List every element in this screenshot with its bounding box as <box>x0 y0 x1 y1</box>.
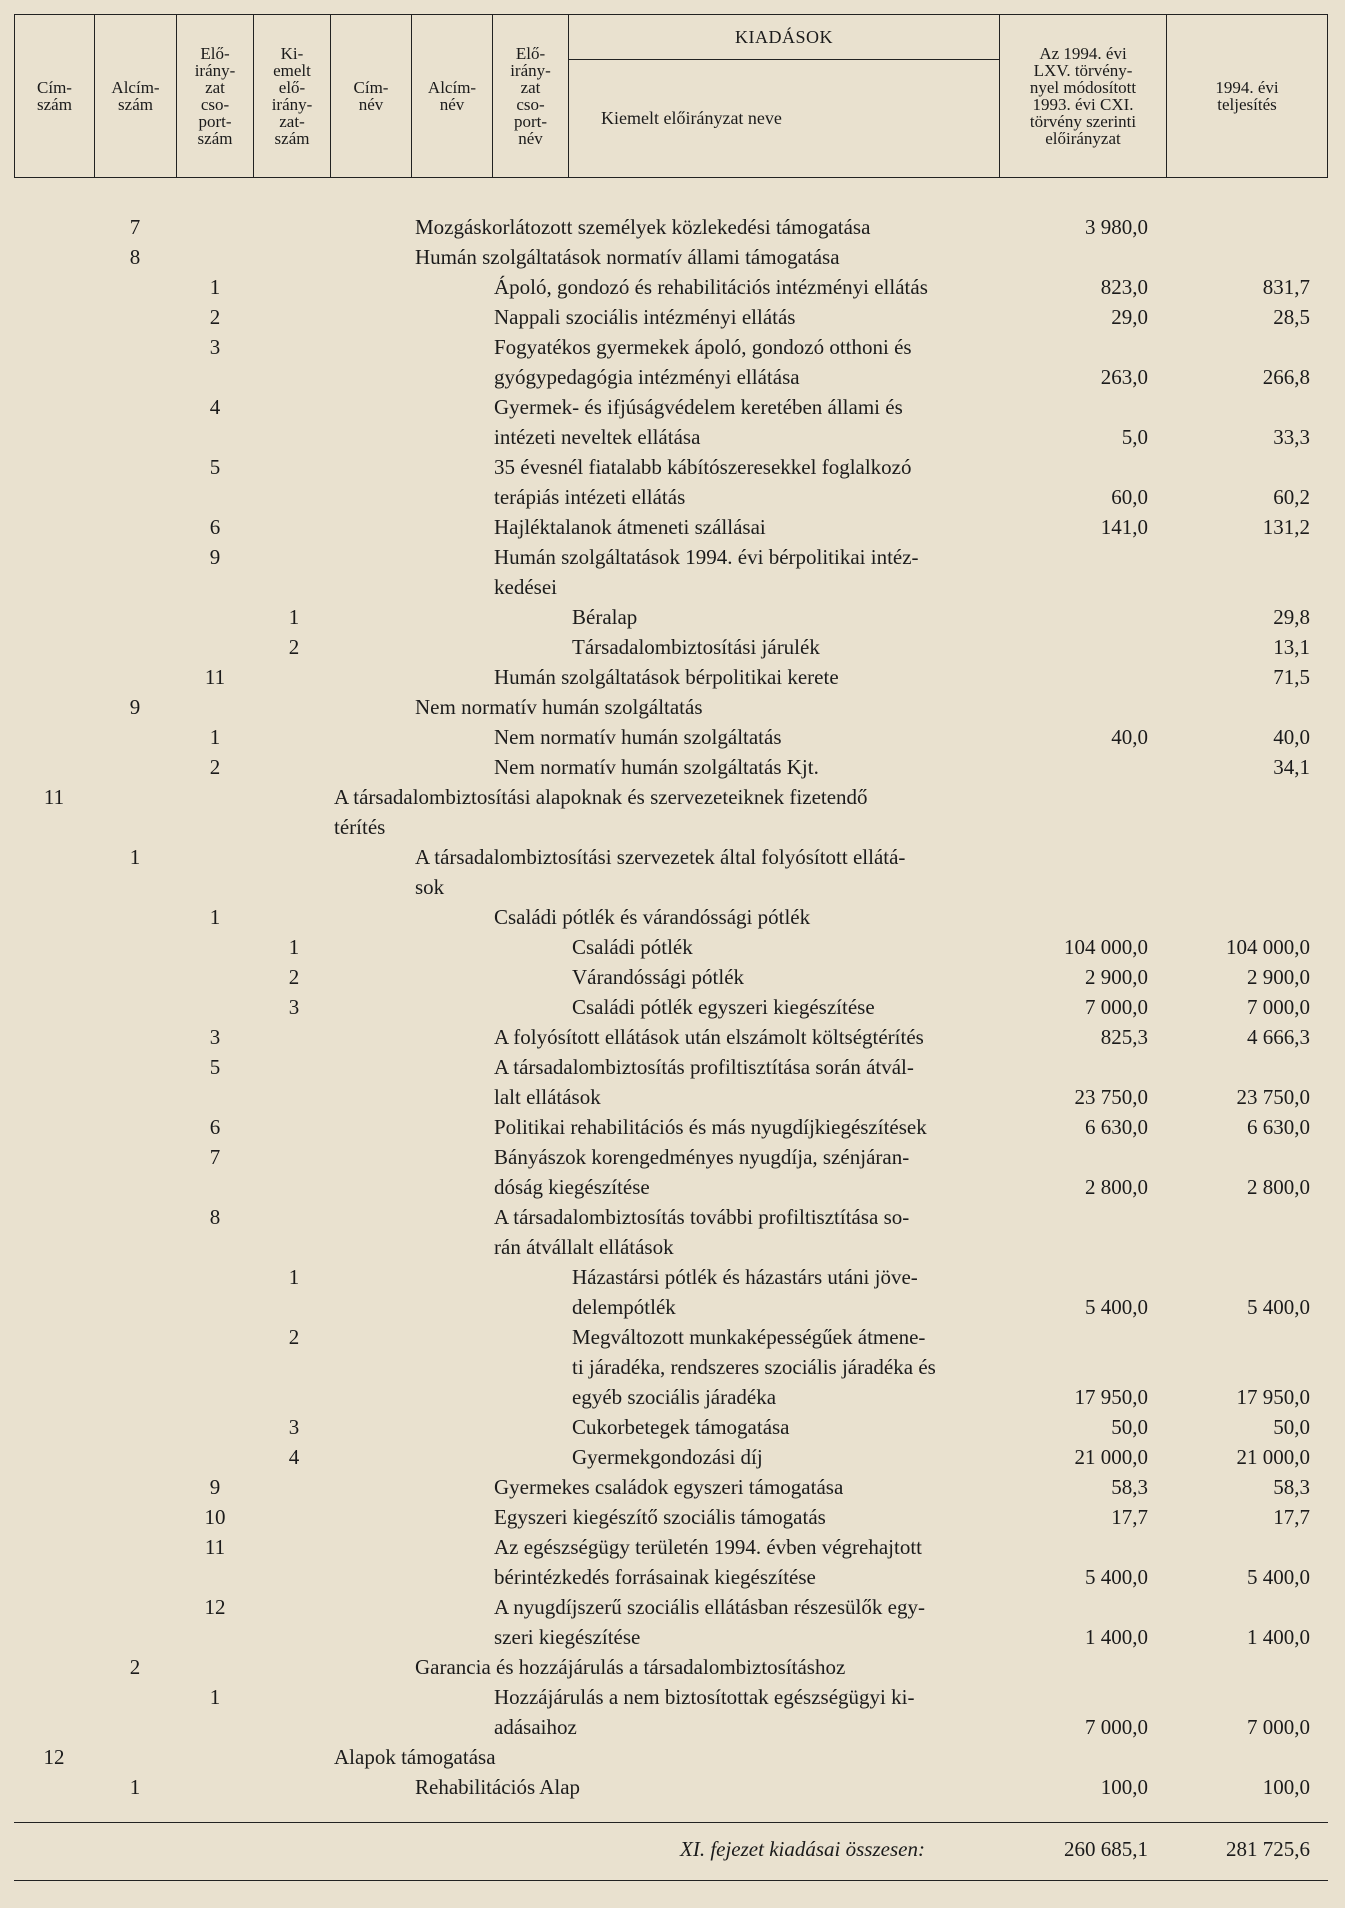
row-code-c2: 8 <box>129 245 141 269</box>
row-label: Családi pótlék <box>572 935 693 959</box>
row-value-teljesites: 13,1 <box>1273 635 1310 659</box>
header-eloiranyzat-csoportszam-text: Elő- irány- zat cso- port- szám <box>194 44 236 148</box>
table-row <box>0 302 1345 332</box>
row-code-c4: 1 <box>288 935 300 959</box>
table-row <box>0 1262 1345 1322</box>
row-value-teljesites: 2 900,0 <box>1247 965 1310 989</box>
table-row <box>0 1742 1345 1772</box>
row-label: Házastársi pótlék és házastárs utáni jöve- delempótlék <box>572 1265 918 1319</box>
table-row <box>0 662 1345 692</box>
row-label: Gyermekgondozási díj <box>572 1445 763 1469</box>
row-value-eloiranyzat: 7 000,0 <box>1085 995 1148 1019</box>
table-row <box>0 1472 1345 1502</box>
row-value-eloiranyzat: 17,7 <box>1111 1505 1148 1529</box>
row-label: A társadalombiztosítás profiltisztítása során átvál- lalt ellátások <box>494 1055 914 1109</box>
table-header <box>14 14 1328 178</box>
row-value-eloiranyzat: 21 000,0 <box>1074 1445 1148 1469</box>
table-row <box>0 782 1345 842</box>
row-code-c2: 9 <box>129 695 141 719</box>
row-value-teljesites: 50,0 <box>1273 1415 1310 1439</box>
header-alcimszam-text: Alcím- szám <box>111 78 160 114</box>
row-label: Humán szolgáltatások bérpolitikai kerete <box>494 665 839 689</box>
row-label: A társadalombiztosítási alapoknak és szervezeteiknek fizetendő térítés <box>334 785 868 839</box>
row-value-eloiranyzat: 2 900,0 <box>1085 965 1148 989</box>
row-code-c3: 3 <box>209 335 221 359</box>
row-label: Nem normatív humán szolgáltatás Kjt. <box>494 755 819 779</box>
header-kiadasok: KIADÁSOK <box>569 15 999 60</box>
row-code-c3: 1 <box>209 905 221 929</box>
row-value-eloiranyzat: 5 400,0 <box>1085 1565 1148 1589</box>
table-row <box>0 332 1345 392</box>
row-code-c3: 6 <box>209 515 221 539</box>
row-value-teljesites: 34,1 <box>1273 755 1310 779</box>
header-alcimszam <box>95 15 177 177</box>
row-code-c4: 2 <box>288 965 300 989</box>
table-row <box>0 392 1345 452</box>
table-row <box>0 692 1345 722</box>
table-row <box>0 272 1345 302</box>
header-eloiranyzat-csoportnev <box>493 15 569 177</box>
row-label: A társadalombiztosítási szervezetek által folyósított ellátá- sok <box>415 845 906 899</box>
row-label: Nappali szociális intézményi ellátás <box>494 305 796 329</box>
total-rule-bottom <box>14 1880 1328 1881</box>
row-label: Gyermek- és ifjúságvédelem keretében állami és intézeti neveltek ellátása <box>494 395 903 449</box>
table-row <box>0 1202 1345 1262</box>
header-alcimnev-text: Alcím- név <box>427 78 477 114</box>
row-value-teljesites: 40,0 <box>1273 725 1310 749</box>
header-eloiranyzat-csoportszam <box>177 15 254 177</box>
row-label: Nem normatív humán szolgáltatás <box>415 695 703 719</box>
row-code-c3: 1 <box>209 275 221 299</box>
row-value-teljesites: 831,7 <box>1262 275 1310 299</box>
row-code-c2: 1 <box>129 1775 141 1799</box>
row-value-teljesites: 5 400,0 <box>1247 1295 1310 1319</box>
row-label: Béralap <box>572 605 638 629</box>
table-row <box>0 1112 1345 1142</box>
row-label: Hajléktalanok átmeneti szállásai <box>494 515 766 539</box>
table-row <box>0 842 1345 902</box>
row-value-teljesites: 29,8 <box>1273 605 1310 629</box>
row-value-teljesites: 5 400,0 <box>1247 1565 1310 1589</box>
row-label: Rehabilitációs Alap <box>415 1775 581 1799</box>
row-label: Fogyatékos gyermekek ápoló, gondozó otthoni és gyógypedagógia intézményi ellátása <box>494 335 912 389</box>
row-code-c3: 6 <box>209 1115 221 1139</box>
header-cimszam <box>15 15 95 177</box>
row-code-c3: 5 <box>209 1055 221 1079</box>
row-label: Mozgáskorlátozott személyek közlekedési támogatása <box>415 215 871 239</box>
row-value-eloiranyzat: 104 000,0 <box>1064 935 1148 959</box>
row-code-c2: 7 <box>129 215 141 239</box>
row-code-c3: 3 <box>209 1025 221 1049</box>
row-value-teljesites: 1 400,0 <box>1247 1625 1310 1649</box>
row-code-c3: 2 <box>209 305 221 329</box>
row-code-c3: 1 <box>209 1685 221 1709</box>
row-code-c3: 9 <box>209 1475 221 1499</box>
row-value-teljesites: 28,5 <box>1273 305 1310 329</box>
row-value-teljesites: 33,3 <box>1273 425 1310 449</box>
row-code-c4: 3 <box>288 995 300 1019</box>
row-value-teljesites: 6 630,0 <box>1247 1115 1310 1139</box>
row-label: Alapok támogatása <box>334 1745 496 1769</box>
table-row <box>0 242 1345 272</box>
row-code-c3: 9 <box>209 545 221 569</box>
row-code-c3: 10 <box>204 1505 226 1529</box>
table-row <box>0 212 1345 242</box>
row-value-eloiranyzat: 5,0 <box>1121 425 1148 449</box>
row-code-c3: 8 <box>209 1205 221 1229</box>
row-value-eloiranyzat: 825,3 <box>1100 1025 1148 1049</box>
table-body <box>0 212 1345 1802</box>
total-label: XI. fejezet kiadásai összesen: <box>680 1837 925 1861</box>
row-value-eloiranyzat: 23 750,0 <box>1074 1085 1148 1109</box>
header-teljesites <box>1167 15 1327 177</box>
row-label: Családi pótlék és várandóssági pótlék <box>494 905 811 929</box>
row-value-teljesites: 2 800,0 <box>1247 1175 1310 1199</box>
table-row <box>0 1322 1345 1412</box>
table-row <box>0 1022 1345 1052</box>
row-value-eloiranyzat: 29,0 <box>1111 305 1148 329</box>
header-kiemelt-szam <box>254 15 331 177</box>
table-row <box>0 452 1345 512</box>
row-label: A folyósított ellátások után elszámolt költségtérítés <box>494 1025 924 1049</box>
row-value-teljesites: 4 666,3 <box>1247 1025 1310 1049</box>
header-kiemelt-szam-text: Ki- emelt elő- irány- zat- szám <box>271 44 313 148</box>
row-label: Gyermekes családok egyszeri támogatása <box>494 1475 844 1499</box>
row-label: A nyugdíjszerű szociális ellátásban részesülők egy- szeri kiegészítése <box>494 1595 925 1649</box>
row-label: Egyszeri kiegészítő szociális támogatás <box>494 1505 826 1529</box>
row-code-c4: 1 <box>288 605 300 629</box>
row-value-eloiranyzat: 141,0 <box>1100 515 1148 539</box>
table-row <box>0 1592 1345 1652</box>
row-label: Várandóssági pótlék <box>572 965 745 989</box>
header-alcimnev <box>412 15 493 177</box>
row-value-eloiranyzat: 50,0 <box>1111 1415 1148 1439</box>
row-code-c1: 12 <box>43 1745 65 1769</box>
table-row <box>0 1772 1345 1802</box>
row-label: Bányászok korengedményes nyugdíja, szénjáran- dóság kiegészítése <box>494 1145 910 1199</box>
row-code-c4: 1 <box>288 1265 300 1289</box>
row-value-teljesites: 17 950,0 <box>1236 1385 1310 1409</box>
header-cimszam-text: Cím- szám <box>37 78 72 114</box>
row-label: Az egészségügy területén 1994. évben végrehajtott bérintézkedés forrásainak kiegészítése <box>494 1535 923 1589</box>
header-cimnev-text: Cím- név <box>353 78 389 114</box>
table-row <box>0 752 1345 782</box>
row-code-c3: 7 <box>209 1145 221 1169</box>
row-label: Humán szolgáltatások 1994. évi bérpolitikai intéz- kedései <box>494 545 919 599</box>
row-value-eloiranyzat: 3 980,0 <box>1085 215 1148 239</box>
table-row <box>0 1142 1345 1202</box>
row-code-c3: 4 <box>209 395 221 419</box>
table-row <box>0 1502 1345 1532</box>
row-label: Garancia és hozzájárulás a társadalombiztosításhoz <box>415 1655 846 1679</box>
total-value-teljesites: 281 725,6 <box>1226 1837 1310 1861</box>
row-code-c3: 1 <box>209 725 221 749</box>
row-code-c3: 2 <box>209 755 221 779</box>
table-row <box>0 1682 1345 1742</box>
row-code-c2: 1 <box>129 845 141 869</box>
row-value-eloiranyzat: 823,0 <box>1100 275 1148 299</box>
table-row <box>0 902 1345 932</box>
row-label: Politikai rehabilitációs és más nyugdíjkiegészítések <box>494 1115 927 1139</box>
row-code-c4: 4 <box>288 1445 300 1469</box>
row-label: 35 évesnél fiatalabb kábítószeresekkel foglalkozó terápiás intézeti ellátás <box>494 455 912 509</box>
row-value-teljesites: 21 000,0 <box>1236 1445 1310 1469</box>
row-value-teljesites: 60,2 <box>1273 485 1310 509</box>
row-value-teljesites: 266,8 <box>1262 365 1310 389</box>
header-eloiranyzat-csoportnev-text: Elő- irány- zat cso- port- név <box>510 44 551 148</box>
row-value-eloiranyzat: 7 000,0 <box>1085 1715 1148 1739</box>
table-row <box>0 722 1345 752</box>
header-cimnev <box>331 15 412 177</box>
row-value-eloiranyzat: 60,0 <box>1111 485 1148 509</box>
row-value-teljesites: 131,2 <box>1262 515 1310 539</box>
table-row <box>0 1412 1345 1442</box>
row-code-c3: 5 <box>209 455 221 479</box>
row-code-c4: 3 <box>288 1415 300 1439</box>
row-value-teljesites: 17,7 <box>1273 1505 1310 1529</box>
row-value-eloiranyzat: 17 950,0 <box>1074 1385 1148 1409</box>
row-code-c3: 11 <box>204 665 226 689</box>
table-row <box>0 632 1345 662</box>
row-label: Társadalombiztosítási járulék <box>572 635 820 659</box>
total-rule-top <box>14 1822 1328 1823</box>
row-value-eloiranyzat: 1 400,0 <box>1085 1625 1148 1649</box>
row-value-teljesites: 23 750,0 <box>1236 1085 1310 1109</box>
row-code-c1: 11 <box>43 785 65 809</box>
header-kiemelt-nev: Kiemelt előirányzat neve <box>601 107 782 128</box>
row-label: Megváltozott munkaképességűek átmene- ti járadéka, rendszeres szociális járadéka és egyéb szociális járadéka <box>572 1325 936 1409</box>
row-value-eloiranyzat: 58,3 <box>1111 1475 1148 1499</box>
row-label: Humán szolgáltatások normatív állami támogatása <box>415 245 840 269</box>
row-code-c3: 11 <box>204 1535 226 1559</box>
row-label: Ápoló, gondozó és rehabilitációs intézményi ellátás <box>494 275 928 299</box>
header-modositott-eloiranyzat <box>999 15 1167 177</box>
row-code-c4: 2 <box>288 635 300 659</box>
row-value-teljesites: 71,5 <box>1273 665 1310 689</box>
row-label: Nem normatív humán szolgáltatás <box>494 725 782 749</box>
table-row <box>0 1652 1345 1682</box>
header-teljesites-text: 1994. évi teljesítés <box>1215 78 1279 114</box>
row-value-teljesites: 7 000,0 <box>1247 1715 1310 1739</box>
row-value-eloiranyzat: 40,0 <box>1111 725 1148 749</box>
total-value-eloiranyzat: 260 685,1 <box>1064 1837 1148 1861</box>
table-row <box>0 512 1345 542</box>
row-label: Családi pótlék egyszeri kiegészítése <box>572 995 875 1019</box>
row-label: Hozzájárulás a nem biztosítottak egészségügyi ki- adásaihoz <box>494 1685 915 1739</box>
table-row <box>0 992 1345 1022</box>
row-code-c2: 2 <box>129 1655 141 1679</box>
row-value-eloiranyzat: 263,0 <box>1100 365 1148 389</box>
row-value-teljesites: 104 000,0 <box>1226 935 1310 959</box>
table-row <box>0 962 1345 992</box>
table-row <box>0 1442 1345 1472</box>
row-value-teljesites: 58,3 <box>1273 1475 1310 1499</box>
table-row <box>0 542 1345 602</box>
table-row <box>0 1532 1345 1592</box>
row-code-c3: 12 <box>204 1595 226 1619</box>
table-row <box>0 1052 1345 1112</box>
table-row <box>0 932 1345 962</box>
row-value-eloiranyzat: 5 400,0 <box>1085 1295 1148 1319</box>
row-value-teljesites: 7 000,0 <box>1247 995 1310 1019</box>
row-label: Cukorbetegek támogatása <box>572 1415 790 1439</box>
row-value-teljesites: 100,0 <box>1262 1775 1310 1799</box>
header-modositott-text: Az 1994. évi LXV. törvény- nyel módosított 1993. évi CXI. törvény szerinti előirányzat <box>1029 44 1137 148</box>
row-label: A társadalombiztosítás további profiltisztítása so- rán átvállalt ellátások <box>494 1205 910 1259</box>
table-row <box>0 602 1345 632</box>
row-value-eloiranyzat: 6 630,0 <box>1085 1115 1148 1139</box>
row-value-eloiranyzat: 100,0 <box>1100 1775 1148 1799</box>
row-value-eloiranyzat: 2 800,0 <box>1085 1175 1148 1199</box>
row-code-c4: 2 <box>288 1325 300 1349</box>
